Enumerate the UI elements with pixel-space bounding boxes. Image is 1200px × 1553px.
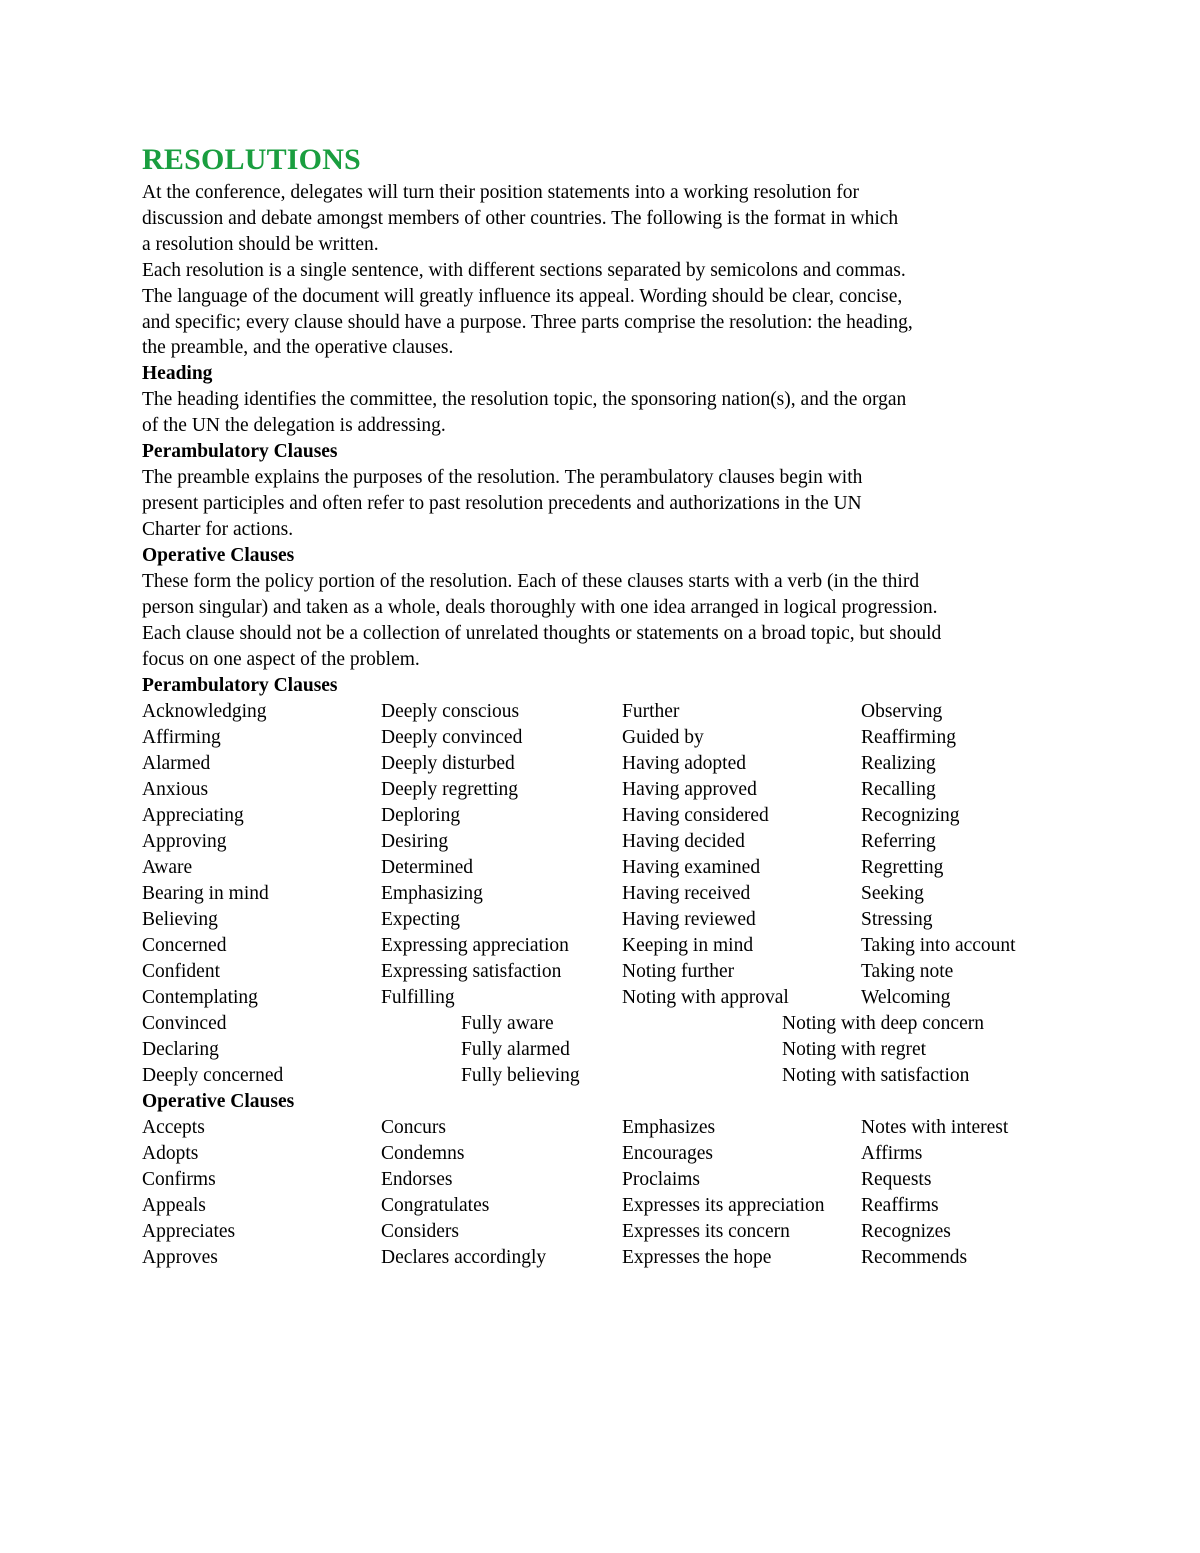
clause-cell: Aware	[142, 856, 193, 878]
intro-line: Each resolution is a single sentence, with different sections separated by semicolons and commas.	[142, 259, 906, 281]
clause-cell: Deeply concerned	[142, 1064, 284, 1086]
clause-cell: Noting with regret	[782, 1038, 927, 1060]
clause-cell: Deeply regretting	[381, 778, 518, 800]
clause-cell: Convinced	[142, 1012, 227, 1034]
clause-cell: Declaring	[142, 1038, 219, 1060]
clause-cell: Fully aware	[461, 1012, 554, 1034]
operative-line: Each clause should not be a collection of unrelated thoughts or statements on a broad topic, but should	[142, 622, 942, 644]
page-title: RESOLUTIONS	[142, 143, 361, 176]
perambulatory-section-text	[142, 465, 1082, 543]
clause-cell: Recalling	[861, 778, 936, 800]
clause-cell: Realizing	[861, 752, 936, 774]
clause-cell: Concerned	[142, 934, 227, 956]
clause-cell: Regretting	[861, 856, 944, 878]
clause-cell: Having examined	[622, 856, 761, 878]
clause-cell: Reaffirming	[861, 726, 956, 748]
clause-cell: Endorses	[381, 1168, 453, 1190]
clause-cell: Emphasizing	[381, 882, 483, 904]
operative-line: focus on one aspect of the problem.	[142, 648, 420, 670]
clause-cell: Stressing	[861, 908, 933, 930]
operative-clause-table	[142, 1115, 1082, 1271]
clause-cell: Appreciating	[142, 804, 244, 826]
clause-cell: Welcoming	[861, 986, 951, 1008]
heading-section-text	[142, 387, 1082, 439]
clause-cell: Anxious	[142, 778, 209, 800]
operative-line: person singular) and taken as a whole, deals thoroughly with one idea arranged in logical progression.	[142, 596, 938, 618]
clause-cell: Encourages	[622, 1142, 713, 1164]
clause-cell: Alarmed	[142, 752, 211, 774]
clause-cell: Having reviewed	[622, 908, 756, 930]
clause-cell: Deeply disturbed	[381, 752, 515, 774]
clause-cell: Appreciates	[142, 1220, 236, 1242]
clause-cell: Expressing satisfaction	[381, 960, 562, 982]
clause-cell: Expecting	[381, 908, 461, 930]
clause-cell: Condemns	[381, 1142, 465, 1164]
clause-cell: Acknowledging	[142, 700, 267, 722]
clause-cell: Deploring	[381, 804, 461, 826]
operative-list-title: Operative Clauses	[142, 1090, 295, 1112]
clause-cell: Recognizing	[861, 804, 960, 826]
clause-cell: Approving	[142, 830, 227, 852]
clause-cell: Confident	[142, 960, 220, 982]
clause-cell: Congratulates	[381, 1194, 490, 1216]
intro-line: the preamble, and the operative clauses.	[142, 337, 454, 359]
intro-line: The language of the document will greatly influence its appeal. Wording should be clear, concise,	[142, 285, 903, 307]
clause-cell: Concurs	[381, 1116, 446, 1138]
clause-cell: Expresses the hope	[622, 1246, 772, 1268]
clause-cell: Fulfilling	[381, 986, 455, 1008]
clause-cell: Having decided	[622, 830, 745, 852]
intro-line: and specific; every clause should have a purpose. Three parts comprise the resolution: the heading,	[142, 311, 913, 333]
perambulatory-list-title: Perambulatory Clauses	[142, 674, 338, 696]
clause-cell: Accepts	[142, 1116, 205, 1138]
clause-cell: Guided by	[622, 726, 704, 748]
clause-cell: Recognizes	[861, 1220, 951, 1242]
clause-cell: Expressing appreciation	[381, 934, 569, 956]
perambulatory-clause-table	[142, 699, 1082, 1089]
clause-cell: Deeply conscious	[381, 700, 520, 722]
intro-line: a resolution should be written.	[142, 233, 379, 255]
perambulatory-line: present participles and often refer to past resolution precedents and authorizations in the UN	[142, 493, 862, 515]
clause-cell: Approves	[142, 1246, 218, 1268]
perambulatory-line: Charter for actions.	[142, 518, 294, 540]
operative-line: These form the policy portion of the resolution. Each of these clauses starts with a verb (in the third	[142, 570, 920, 592]
clause-cell: Notes with interest	[861, 1116, 1009, 1138]
clause-cell: Fully believing	[461, 1064, 580, 1086]
clause-cell: Contemplating	[142, 986, 258, 1008]
clause-cell: Adopts	[142, 1142, 199, 1164]
heading-line: of the UN the delegation is addressing.	[142, 415, 446, 437]
clause-cell: Requests	[861, 1168, 932, 1190]
perambulatory-line: The preamble explains the purposes of the resolution. The perambulatory clauses begin with	[142, 467, 863, 489]
clause-cell: Having approved	[622, 778, 757, 800]
heading-line: The heading identifies the committee, the resolution topic, the sponsoring nation(s), and the organ	[142, 389, 907, 411]
intro-line: discussion and debate amongst members of other countries. The following is the format in which	[142, 207, 899, 229]
clause-cell: Observing	[861, 700, 943, 722]
intro-line: At the conference, delegates will turn their position statements into a working resolution for	[142, 182, 859, 203]
clause-cell: Noting with satisfaction	[782, 1064, 970, 1086]
clause-cell: Keeping in mind	[622, 934, 754, 956]
clause-cell: Affirms	[861, 1142, 923, 1164]
clause-cell: Further	[622, 700, 680, 722]
clause-cell: Noting with deep concern	[782, 1012, 984, 1034]
clause-cell: Considers	[381, 1220, 459, 1242]
clause-cell: Proclaims	[622, 1168, 700, 1190]
clause-cell: Noting further	[622, 960, 735, 982]
clause-cell: Noting with approval	[622, 986, 789, 1008]
clause-cell: Recommends	[861, 1246, 968, 1268]
clause-cell: Taking note	[861, 960, 954, 982]
heading-section-title: Heading	[142, 363, 213, 385]
perambulatory-section-title: Perambulatory Clauses	[142, 441, 338, 463]
clause-cell: Appeals	[142, 1194, 206, 1216]
document-page	[142, 140, 1082, 1271]
clause-cell: Affirming	[142, 726, 221, 748]
clause-cell: Expresses its concern	[622, 1220, 790, 1242]
operative-section-title: Operative Clauses	[142, 544, 295, 566]
clause-cell: Believing	[142, 908, 218, 930]
clause-cell: Expresses its appreciation	[622, 1194, 825, 1216]
clause-cell: Having received	[622, 882, 751, 904]
clause-cell: Bearing in mind	[142, 882, 269, 904]
clause-cell: Determined	[381, 856, 474, 878]
clause-cell: Desiring	[381, 830, 449, 852]
clause-cell: Declares accordingly	[381, 1246, 547, 1268]
clause-cell: Taking into account	[861, 934, 1016, 956]
clause-cell: Confirms	[142, 1168, 216, 1190]
clause-cell: Deeply convinced	[381, 726, 523, 748]
intro-paragraph	[142, 180, 1082, 361]
operative-section-text	[142, 569, 1082, 673]
clause-cell: Having considered	[622, 804, 769, 826]
clause-cell: Having adopted	[622, 752, 747, 774]
clause-cell: Fully alarmed	[461, 1038, 570, 1060]
clause-cell: Reaffirms	[861, 1194, 939, 1216]
clause-cell: Emphasizes	[622, 1116, 716, 1138]
clause-cell: Referring	[861, 830, 936, 852]
clause-cell: Seeking	[861, 882, 924, 904]
